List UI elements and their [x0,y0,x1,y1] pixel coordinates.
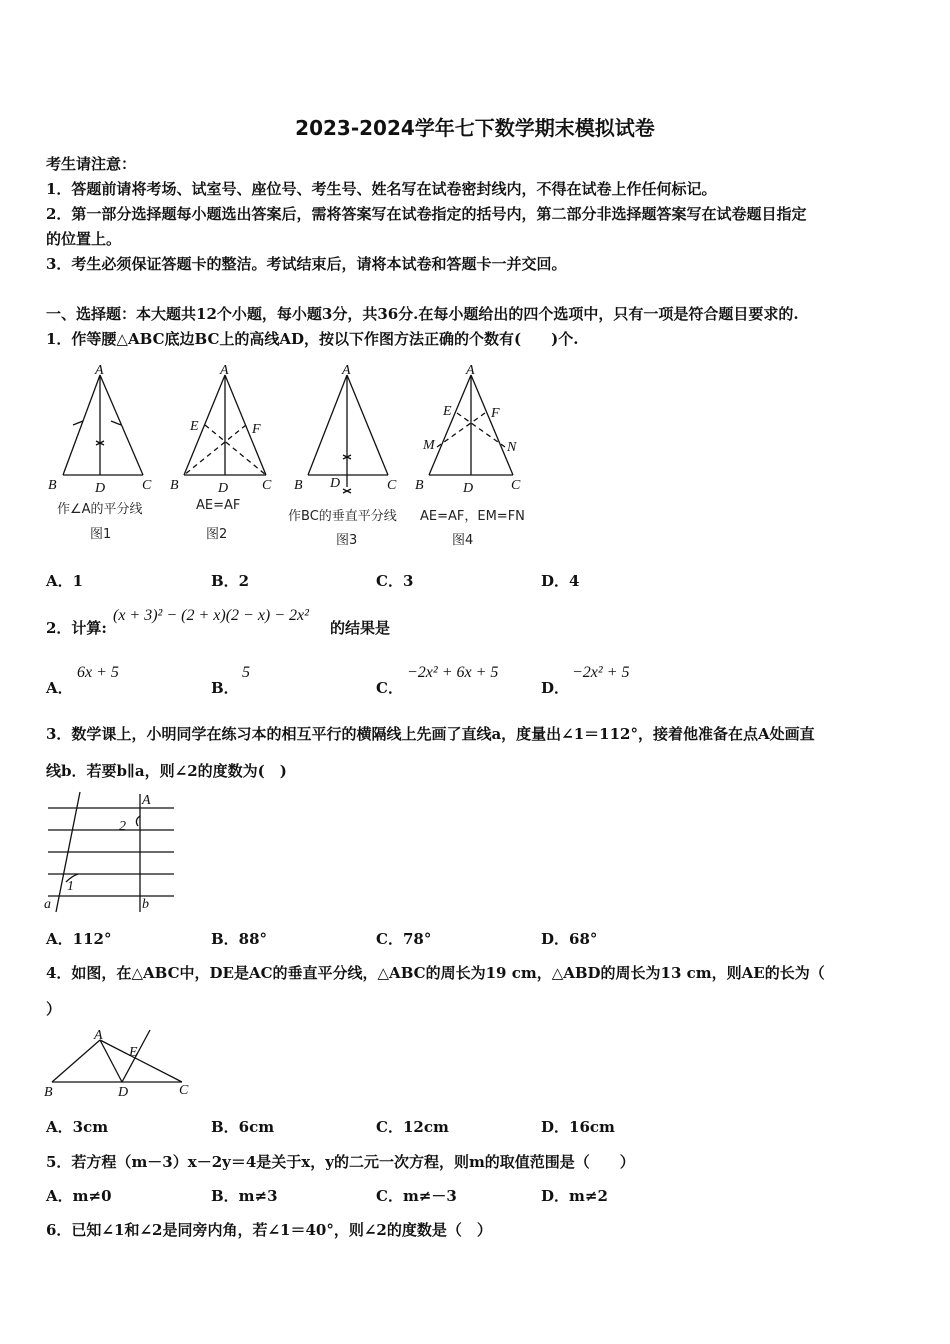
question-2-prefix: 2．计算: [46,619,107,637]
option-b[interactable]: B．2 [211,572,250,590]
question-4-text-cont: ） [46,1000,62,1018]
figure-label: 图4 [452,533,474,548]
svg-text:D: D [463,481,474,495]
svg-text:A: A [142,793,151,808]
question-3-text-cont: 线b．若要b∥a，则∠2的度数为( ) [46,762,287,780]
option-d[interactable]: D．68° [541,930,598,948]
notice-item: 的位置上。 [46,230,122,248]
option-d-expression[interactable]: −2x² + 5 [572,664,630,681]
notice-item: 3．考生必须保证答题卡的整洁。考试结束后，请将本试卷和答题卡一并交回。 [46,255,567,273]
svg-text:b: b [142,897,149,912]
question-4-text: 4．如图，在△ABC中，DE是AC的垂直平分线，△ABC的周长为19 cm，△ABD的周长为13 cm，则AE的长为（ [46,964,825,982]
option-a[interactable]: A．112° [46,930,112,948]
figure-caption: 作BC的垂直平分线 [288,509,397,524]
svg-text:1: 1 [67,879,74,894]
option-a[interactable]: A．m≠0 [46,1187,112,1205]
q1-figure-4 [415,365,535,495]
q4-figure [42,1028,192,1100]
svg-text:F: F [252,422,261,437]
question-2-expression: (x + 3)² − (2 + x)(2 − x) − 2x² [113,607,309,624]
svg-text:A: A [342,365,351,378]
question-2-suffix: 的结果是 [330,619,391,637]
svg-text:2: 2 [119,819,126,834]
option-c[interactable]: C．78° [376,930,432,948]
svg-text:A: A [94,1028,103,1043]
option-b[interactable]: B．6cm [211,1118,275,1136]
svg-text:D: D [118,1085,129,1100]
q3-figure [42,790,182,915]
notice-heading: 考生请注意： [46,155,137,173]
svg-text:N: N [507,440,517,455]
svg-text:C: C [387,478,397,493]
figure-label: 图2 [206,527,228,542]
svg-text:a: a [44,897,51,912]
question-1-text: 1．作等腰△ABC底边BC上的高线AD，按以下作图方法正确的个数有( )个. [46,330,579,348]
option-c[interactable]: C．12cm [376,1118,449,1136]
q1-figure-3 [290,365,410,495]
svg-text:B: B [415,478,424,493]
option-b-expression[interactable]: 5 [242,664,250,681]
svg-text:C: C [262,478,272,493]
page-title: 2023-2024学年七下数学期末模拟试卷 [295,116,655,140]
svg-text:A: A [466,365,475,378]
question-6-text: 6．已知∠1和∠2是同旁内角，若∠1＝40°，则∠2的度数是（ ） [46,1221,492,1239]
option-c[interactable]: C．m≠－3 [376,1187,457,1205]
option-d-letter[interactable]: D． [541,679,570,697]
figure-label: 图1 [90,527,112,542]
option-a[interactable]: A．3cm [46,1118,109,1136]
option-a-letter[interactable]: A． [46,679,73,697]
option-d[interactable]: D．16cm [541,1118,615,1136]
figure-caption: 作∠A的平分线 [57,502,143,517]
option-a-expression[interactable]: 6x + 5 [77,664,119,681]
svg-text:E: E [443,404,452,419]
notice-item: 1．答题前请将考场、试室号、座位号、考生号、姓名写在试卷密封线内，不得在试卷上作任何标记。 [46,180,717,198]
option-b[interactable]: B．m≠3 [211,1187,278,1205]
svg-text:B: B [294,478,303,493]
option-b-letter[interactable]: B． [211,679,239,697]
figure-caption: AE=AF，EM=FN [420,509,525,524]
option-c-expression[interactable]: −2x² + 6x + 5 [407,664,499,681]
svg-text:M: M [423,438,435,453]
question-5-text: 5．若方程（m－3）x－2y＝4是关于x，y的二元一次方程，则m的取值范围是（ ） [46,1153,635,1171]
question-3-text: 3．数学课上，小明同学在练习本的相互平行的横隔线上先画了直线a，度量出∠1＝112°，接着他准备在点A处画直 [46,725,815,743]
svg-text:C: C [142,478,152,493]
svg-text:C: C [179,1083,189,1098]
svg-text:B: B [48,478,57,493]
option-b[interactable]: B．88° [211,930,268,948]
figure-caption: AE=AF [196,498,241,513]
svg-text:C: C [511,478,521,493]
q1-figure-2 [170,365,280,495]
option-d[interactable]: D．4 [541,572,580,590]
option-d[interactable]: D．m≠2 [541,1187,608,1205]
figure-label: 图3 [336,533,358,548]
svg-text:B: B [170,478,179,493]
option-a[interactable]: A．1 [46,572,84,590]
option-c[interactable]: C．3 [376,572,414,590]
q1-figure-1 [45,365,165,495]
svg-text:A: A [220,365,229,378]
svg-text:E: E [129,1045,138,1060]
svg-text:D: D [218,481,229,495]
svg-text:A: A [95,365,104,378]
svg-text:B: B [44,1085,53,1100]
svg-text:D: D [95,481,106,495]
section-heading: 一、选择题：本大题共12个小题，每小题3分，共36分.在每小题给出的四个选项中，只有一项是符合题目要求的. [46,305,799,323]
svg-text:D: D [330,476,341,491]
svg-text:F: F [491,406,500,421]
svg-text:E: E [190,419,199,434]
option-c-letter[interactable]: C． [376,679,403,697]
notice-item: 2．第一部分选择题每小题选出答案后，需将答案写在试卷指定的括号内，第二部分非选择题答案写在试卷题目指定 [46,205,807,223]
